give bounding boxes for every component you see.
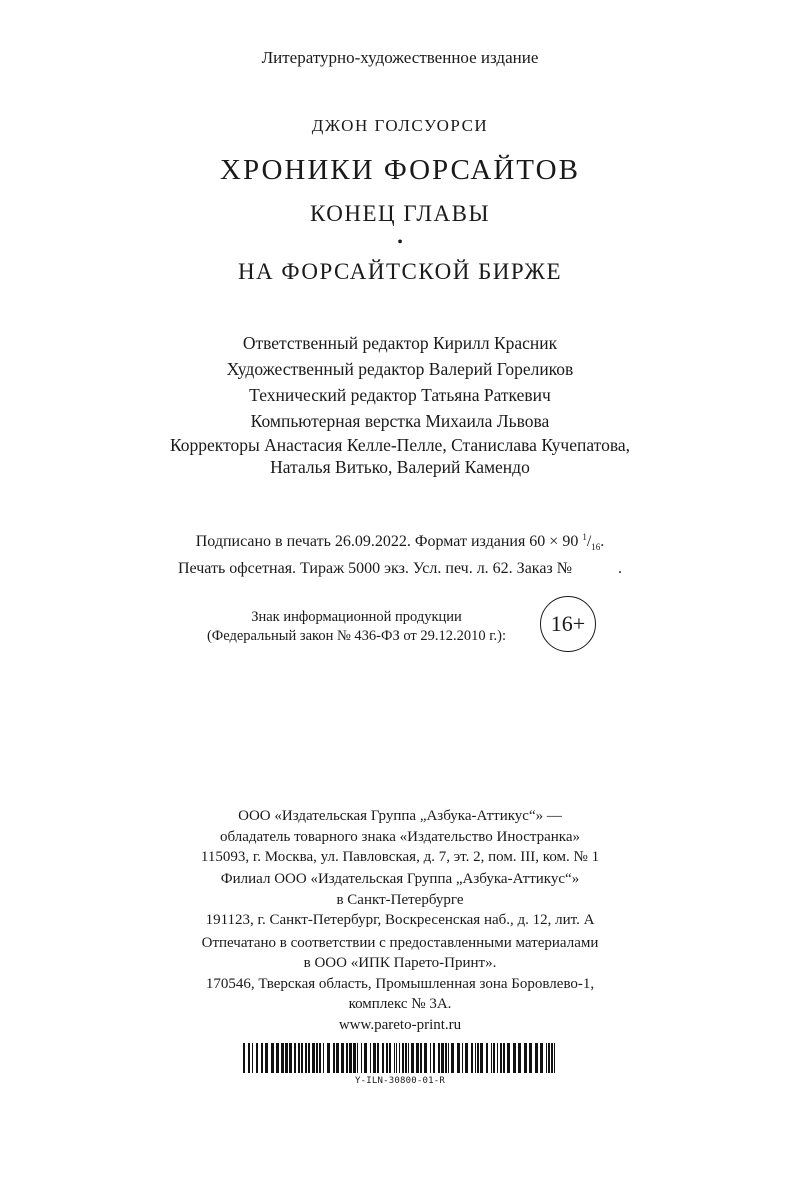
barcode-bar [445, 1043, 447, 1073]
barcode-bar [373, 1043, 376, 1073]
imprint-line: в Санкт-Петербурге [336, 891, 464, 908]
format-denominator: 16 [591, 542, 601, 552]
barcode-bar [548, 1043, 550, 1073]
barcode-bar [402, 1043, 404, 1073]
credit-line: Наталья Витько, Валерий Камендо [270, 457, 530, 477]
barcode-bar [357, 1043, 358, 1073]
barcode-bar [281, 1043, 284, 1073]
barcode-bar [420, 1043, 422, 1073]
format-slash: / [586, 533, 592, 550]
format-fraction [582, 533, 600, 550]
title-separator: • [397, 234, 403, 251]
imprint-line: ООО «Издательская Группа „Азбука-Аттикус“» — [238, 808, 562, 824]
credits-block [0, 330, 800, 478]
barcode-bar [405, 1043, 407, 1073]
barcode-bar [271, 1043, 274, 1073]
barcode-bar [323, 1043, 324, 1073]
print-run-text: Печать офсетная. Тираж 5000 экз. Усл. печ. л. 62. Заказ № [177, 560, 573, 577]
barcode-bar [312, 1043, 315, 1073]
print-info [0, 526, 800, 580]
barcode-bar [285, 1043, 288, 1073]
imprint-line: www.pareto-print.ru [338, 1016, 462, 1033]
barcode-bar [377, 1043, 379, 1073]
barcode-bar [341, 1043, 344, 1073]
credit-line: Технический редактор Татьяна Раткевич [249, 385, 551, 405]
barcode-bar [308, 1043, 310, 1073]
book-title-2: НА ФОРСАЙТСКОЙ БИРЖЕ [237, 259, 563, 284]
barcode-bar [462, 1043, 463, 1073]
author-name: ДЖОН ГОЛСУОРСИ [311, 116, 489, 135]
barcode-bar [513, 1043, 516, 1073]
imprint-line: Филиал ООО «Издательская Группа „Азбука-Аттикус“» [220, 871, 580, 888]
barcode-bar [361, 1043, 362, 1073]
barcode-bar [551, 1043, 553, 1073]
credit-line: Художественный редактор Валерий Гореликов [226, 359, 574, 379]
credit-line: Компьютерная верстка Михаила Львова [250, 411, 550, 431]
barcode-bar [399, 1043, 400, 1073]
barcode-bar [364, 1043, 367, 1073]
age-rating-badge [540, 596, 596, 652]
print-line-2-end: . [618, 560, 623, 577]
barcode-bar [386, 1043, 388, 1073]
barcode-bar [475, 1043, 476, 1073]
edition-type: Литературно-художественное издание [261, 48, 539, 67]
barcode-bar [471, 1043, 473, 1073]
barcode-bar [370, 1043, 371, 1073]
barcode-bar [394, 1043, 395, 1073]
barcode-bar [430, 1043, 431, 1073]
barcode-bar [486, 1043, 488, 1073]
barcode-bar [451, 1043, 454, 1073]
barcode-bar [305, 1043, 307, 1073]
barcode-bar [252, 1043, 253, 1073]
barcode-bar [248, 1043, 250, 1073]
format-numerator: 1 [582, 532, 587, 542]
barcode-bar [535, 1043, 538, 1073]
barcode-bar [294, 1043, 296, 1073]
barcode-bar [438, 1043, 440, 1073]
imprint-line: 115093, г. Москва, ул. Павловская, д. 7, эт. 2, пом. III, ком. № 1 [200, 849, 600, 866]
imprint-block [0, 806, 800, 1036]
imprint-line: 191123, г. Санкт-Петербург, Воскресенская наб., д. 12, лит. А [205, 912, 595, 929]
barcode-bar [408, 1043, 409, 1073]
barcode-bar [524, 1043, 527, 1073]
barcode-text: Y-ILN-30800-01-R [355, 1076, 445, 1086]
barcode-bar [441, 1043, 444, 1073]
barcode-bar [503, 1043, 505, 1073]
barcode-bar [424, 1043, 427, 1073]
barcode-bar [507, 1043, 510, 1073]
barcode-bar [265, 1043, 268, 1073]
print-line-1 [0, 526, 800, 558]
barcode-bar [491, 1043, 492, 1073]
barcode-bar [243, 1043, 245, 1073]
imprint-line: в ООО «ИПК Парето-Принт». [303, 955, 497, 972]
imprint-line: комплекс № 3А. [348, 996, 452, 1013]
barcode-bar [457, 1043, 460, 1073]
barcode-bar [518, 1043, 521, 1073]
barcode-bar [477, 1043, 479, 1073]
barcode-bar [316, 1043, 318, 1073]
barcode [242, 1043, 558, 1073]
credit-line: Корректоры Анастасия Келле-Пелле, Станислава Кучепатова, [169, 435, 631, 455]
credit-line: Ответственный редактор Кирилл Красник [242, 333, 558, 353]
barcode-bar [411, 1043, 414, 1073]
series-title: ХРОНИКИ ФОРСАЙТОВ [220, 154, 580, 186]
barcode-bar [261, 1043, 263, 1073]
age-rating-label [190, 608, 523, 646]
barcode-bar [554, 1043, 555, 1073]
barcode-bar [480, 1043, 483, 1073]
barcode-bar [529, 1043, 532, 1073]
barcode-bar [327, 1043, 330, 1073]
barcode-bar [336, 1043, 339, 1073]
barcode-bar [349, 1043, 352, 1073]
barcode-bar [433, 1043, 435, 1073]
barcode-bar [276, 1043, 279, 1073]
age-rating-label-line-2: (Федеральный закон № 436-ФЗ от 29.12.2010 г.): [206, 628, 507, 644]
barcode-bar [298, 1043, 300, 1073]
barcode-bar [319, 1043, 321, 1073]
barcode-bar [389, 1043, 391, 1073]
barcode-bar [396, 1043, 397, 1073]
imprint-line: 170546, Тверская область, Промышленная зона Боровлево-1, [205, 975, 595, 992]
barcode-bar [493, 1043, 495, 1073]
barcode-bar [500, 1043, 502, 1073]
barcode-bar [353, 1043, 356, 1073]
barcode-bar [382, 1043, 384, 1073]
barcode-bar [465, 1043, 468, 1073]
barcode-bar [346, 1043, 348, 1073]
barcode-bar [448, 1043, 449, 1073]
barcode-bar [416, 1043, 419, 1073]
barcode-bar [546, 1043, 547, 1073]
imprint-line: обладатель товарного знака «Издательство Иностранка» [219, 828, 581, 845]
barcode-bar [497, 1043, 498, 1073]
age-rating-label-line-1: Знак информационной продукции [251, 609, 462, 625]
barcode-bar [301, 1043, 303, 1073]
barcode-bar [333, 1043, 335, 1073]
barcode-bar [289, 1043, 292, 1073]
barcode-bar [256, 1043, 258, 1073]
age-rating-value: 16+ [550, 611, 586, 636]
print-format-text: Подписано в печать 26.09.2022. Формат издания 60 × 90 [195, 533, 579, 550]
print-line-2 [0, 558, 800, 580]
book-title-1: КОНЕЦ ГЛАВЫ [309, 201, 491, 226]
print-line-1-end: . [600, 533, 605, 550]
barcode-bar [540, 1043, 543, 1073]
imprint-line: Отпечатано в соответствии с предоставленными материалами [201, 934, 599, 951]
